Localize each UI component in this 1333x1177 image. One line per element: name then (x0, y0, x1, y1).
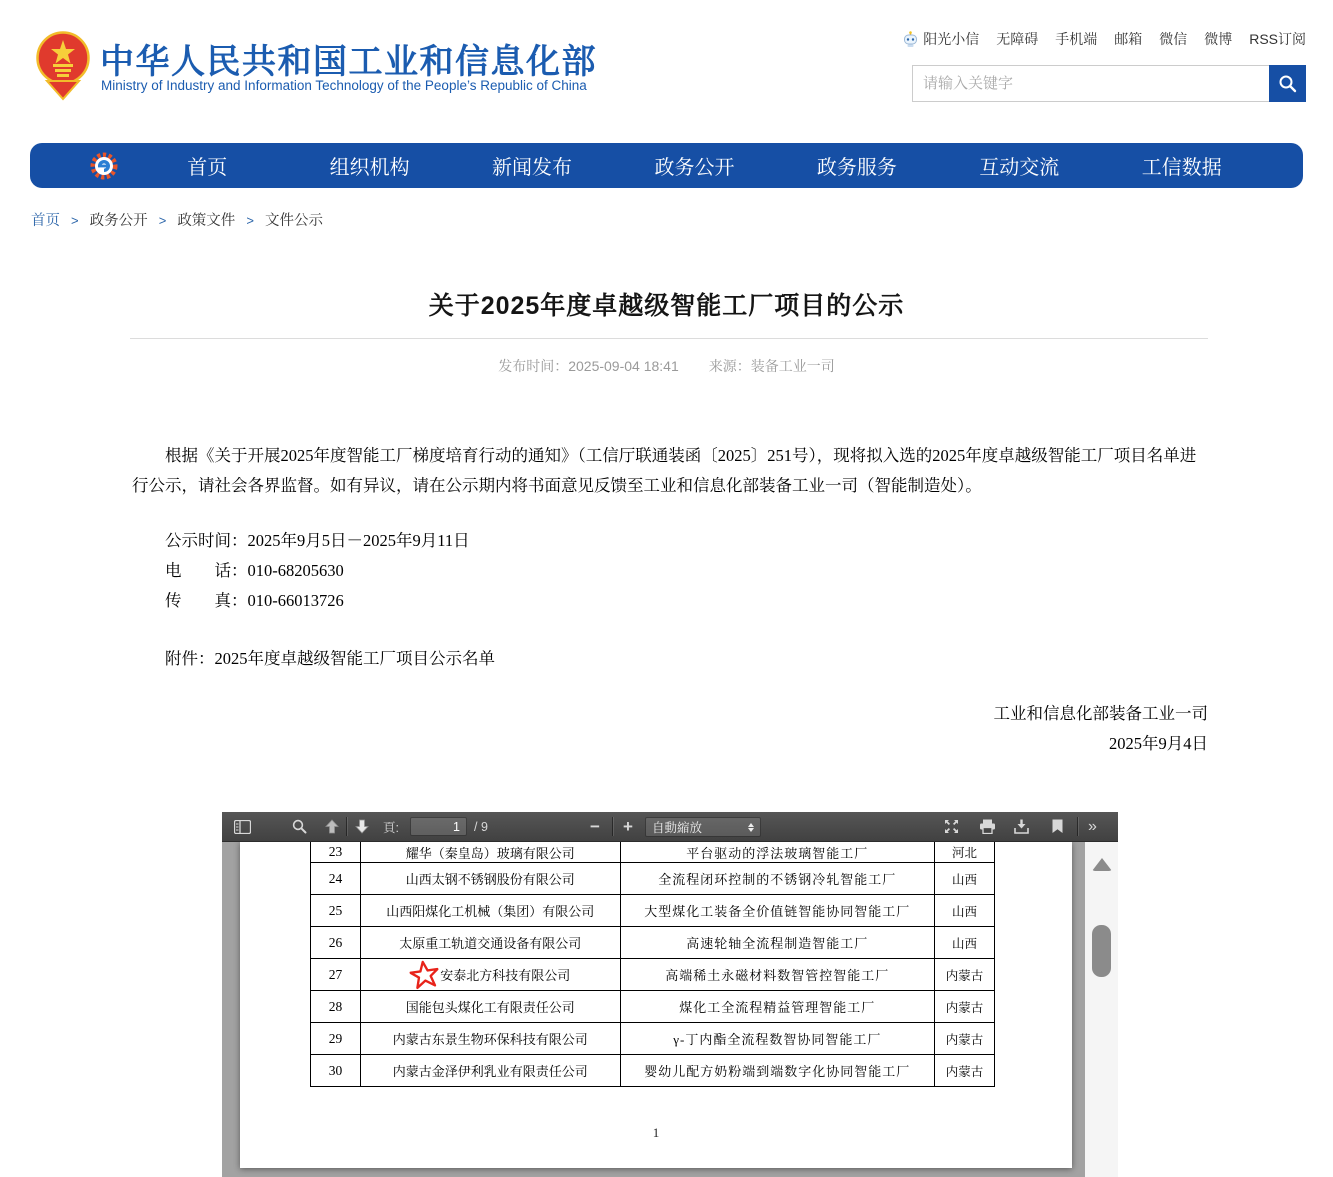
table-row (311, 927, 995, 959)
quick-link-label: 邮箱 (1114, 31, 1143, 47)
more-tools-button[interactable]: » (1088, 817, 1095, 835)
quick-link-label: 阳光小信 (923, 31, 980, 47)
previous-page-button[interactable] (325, 812, 339, 841)
row-number-cell: 23 (311, 842, 361, 863)
breadcrumb (31, 209, 323, 230)
company-name: 耀华（秦皇岛）玻璃有限公司 (405, 845, 575, 861)
nav-item-interaction[interactable]: 互动交流 (979, 157, 1060, 179)
signature-date: 2025年9月4日 (1109, 734, 1208, 753)
site-title: 中华人民共和国工业和信息化部 (100, 43, 597, 81)
company-cell (361, 863, 621, 895)
pdf-table (310, 842, 995, 1087)
zoom-mode-select[interactable] (645, 817, 761, 837)
breadcrumb-public-notice[interactable]: 文件公示 (264, 213, 323, 229)
zoom-out-button[interactable]: − (590, 817, 600, 836)
bookmark-button[interactable] (1052, 812, 1063, 841)
table-row (311, 1055, 995, 1087)
quick-link-label: 无障碍 (996, 31, 1039, 47)
select-spinner-icon (748, 823, 754, 832)
search-button[interactable] (1269, 65, 1306, 102)
row-number-cell: 24 (311, 863, 361, 895)
signature-department: 工业和信息化部装备工业一司 (993, 704, 1208, 723)
company-cell (361, 895, 621, 927)
scrollbar-up-arrow[interactable] (1092, 858, 1112, 871)
pdf-search-icon (292, 819, 307, 834)
pdf-toolbar (222, 812, 1118, 842)
presentation-mode-button[interactable] (944, 812, 959, 841)
row-number-cell: 26 (311, 927, 361, 959)
publish-time-label: 发布时间： (498, 358, 569, 374)
quick-link-label: 微博 (1204, 31, 1233, 47)
article-body (132, 441, 1208, 759)
publicity-period: 公示时间：2025年9月5日－2025年9月11日 (165, 531, 470, 550)
national-emblem-logo (36, 31, 90, 101)
company-cell (361, 959, 621, 991)
company-cell (361, 842, 621, 863)
table-row (311, 991, 995, 1023)
nav-item-data[interactable]: 工信数据 (1141, 157, 1222, 179)
table-row (311, 1023, 995, 1055)
project-cell: 全流程闭环控制的不锈钢冷轧智能工厂 (621, 863, 936, 895)
company-name: 山西太钢不锈钢股份有限公司 (405, 872, 575, 887)
main-nav (30, 143, 1303, 188)
province-cell: 山西 (935, 895, 995, 927)
company-name: 内蒙古东景生物环保科技有限公司 (392, 1032, 588, 1047)
project-cell: 大型煤化工装备全价值链智能协同智能工厂 (621, 895, 936, 927)
source-label: 来源： (708, 358, 751, 374)
page-up-icon (325, 819, 339, 834)
quick-link-wechat[interactable] (1159, 29, 1187, 49)
province-cell: 内蒙古 (935, 991, 995, 1023)
toolbar-divider (1077, 817, 1078, 836)
project-cell: 平台驱动的浮法玻璃智能工厂 (621, 842, 936, 863)
row-number-cell: 25 (311, 895, 361, 927)
table-row (311, 895, 995, 927)
nav-item-gov-services[interactable]: 政务服务 (816, 157, 897, 179)
signature-block (132, 699, 1208, 759)
article-title: 关于2025年度卓越级智能工厂项目的公示 (428, 292, 905, 320)
fullscreen-icon (944, 819, 959, 834)
breadcrumb-separator: > (158, 213, 167, 228)
scrollbar-thumb[interactable] (1092, 925, 1111, 977)
pdf-viewer (222, 812, 1118, 1177)
sidebar-toggle-icon (234, 820, 251, 834)
pdf-scrollbar[interactable] (1085, 842, 1118, 1177)
breadcrumb-home[interactable]: 首页 (31, 213, 60, 229)
quick-link-mail[interactable] (1114, 29, 1142, 49)
company-name: 国能包头煤化工有限责任公司 (405, 1000, 575, 1015)
nav-item-organization[interactable]: 组织机构 (329, 157, 410, 179)
table-row (311, 863, 995, 895)
fax-line: 传 真：010-66013726 (165, 591, 344, 610)
row-number-cell: 28 (311, 991, 361, 1023)
toolbar-divider (346, 817, 347, 836)
project-cell: 煤化工全流程精益管理智能工厂 (621, 991, 936, 1023)
province-cell: 河北 (935, 842, 995, 863)
nav-item-home[interactable]: 首页 (187, 157, 228, 179)
page-number-input[interactable] (410, 817, 467, 836)
print-button[interactable] (979, 812, 996, 841)
pdf-page-footer-number: 1 (652, 1125, 660, 1140)
breadcrumb-gov-affairs[interactable]: 政务公开 (89, 213, 148, 229)
company-cell (361, 1023, 621, 1055)
star-marker-icon (408, 959, 441, 991)
project-cell: 高端稀土永磁材料数智管控智能工厂 (621, 959, 936, 991)
attachment-line: 附件：2025年度卓越级智能工厂项目公示名单 (165, 649, 495, 668)
quick-link-mobile[interactable] (1055, 29, 1097, 49)
company-name: 内蒙古金泽伊利乳业有限责任公司 (392, 1064, 588, 1079)
company-name: 太原重工轨道交通设备有限公司 (399, 936, 582, 951)
source-value: 装备工业一司 (750, 358, 835, 374)
download-button[interactable] (1014, 812, 1029, 841)
breadcrumb-policy-docs[interactable]: 政策文件 (177, 213, 236, 229)
quick-link-rss[interactable] (1249, 29, 1306, 49)
company-cell (361, 991, 621, 1023)
province-cell: 内蒙古 (935, 1023, 995, 1055)
province-cell: 山西 (935, 863, 995, 895)
bookmark-icon (1052, 819, 1063, 834)
company-name: 安泰北方科技有限公司 (440, 968, 571, 983)
page-down-icon (355, 819, 369, 834)
company-name: 山西阳煤化工机械（集团）有限公司 (386, 904, 595, 919)
quick-link-label: RSS订阅 (1249, 31, 1306, 47)
pdf-page (240, 842, 1072, 1168)
table-row-starred (311, 959, 995, 991)
quick-link-weibo[interactable] (1204, 29, 1232, 49)
row-number-cell: 27 (311, 959, 361, 991)
print-icon (979, 819, 996, 834)
next-page-button[interactable] (355, 812, 369, 841)
robot-icon (902, 31, 919, 48)
province-cell: 内蒙古 (935, 1055, 995, 1087)
nav-item-news[interactable]: 新闻发布 (492, 157, 573, 179)
download-icon (1014, 819, 1029, 834)
page-label: 頁: (383, 820, 399, 835)
company-cell (361, 927, 621, 959)
publish-time-value: 2025-09-04 18:41 (568, 358, 679, 374)
table-row (311, 842, 995, 863)
project-cell: 高速轮轴全流程制造智能工厂 (621, 927, 936, 959)
zoom-in-button[interactable]: + (623, 817, 633, 836)
search-input[interactable] (912, 65, 1269, 102)
quick-link-label: 手机端 (1055, 31, 1098, 47)
province-cell: 内蒙古 (935, 959, 995, 991)
search-bar (912, 65, 1306, 102)
province-cell: 山西 (935, 927, 995, 959)
nav-item-gov-affairs[interactable]: 政务公开 (654, 157, 735, 179)
miit-gear-logo-icon (88, 150, 120, 182)
pdf-search-button[interactable] (292, 812, 307, 841)
phone-line: 电 话：010-68205630 (165, 561, 344, 580)
row-number-cell: 29 (311, 1023, 361, 1055)
article-meta (0, 356, 1333, 376)
project-cell: γ-丁内酯全流程数智协同智能工厂 (621, 1023, 936, 1055)
company-cell (361, 1055, 621, 1087)
search-icon (1278, 74, 1297, 93)
article-paragraph: 根据《关于开展2025年度智能工厂梯度培育行动的通知》（工信厅联通装函〔2025〕251号），现将拟入选的2025年度卓越级智能工厂项目名单进行公示，请社会各界监督。如有异议，请在公示期内将书面意见反馈至工业和信息化部装备工业一司（智能制造处）。 (132, 446, 1197, 495)
quick-link-accessibility[interactable] (996, 29, 1038, 49)
toolbar-divider (612, 817, 613, 836)
quick-link-sunshine[interactable] (902, 29, 979, 49)
quick-link-label: 微信 (1159, 31, 1188, 47)
breadcrumb-separator: > (71, 213, 79, 228)
site-subtitle: Ministry of Industry and Information Technology of the People’s Republic of China (101, 78, 587, 93)
project-cell: 婴幼儿配方奶粉端到端数字化协同智能工厂 (621, 1055, 936, 1087)
sidebar-toggle-button[interactable] (234, 812, 251, 841)
breadcrumb-separator: > (246, 213, 254, 228)
zoom-mode-value: 自動縮放 (652, 821, 703, 835)
row-number-cell: 30 (311, 1055, 361, 1087)
title-divider (130, 338, 1208, 339)
page-count: / 9 (474, 819, 488, 834)
quick-links (902, 29, 1306, 49)
